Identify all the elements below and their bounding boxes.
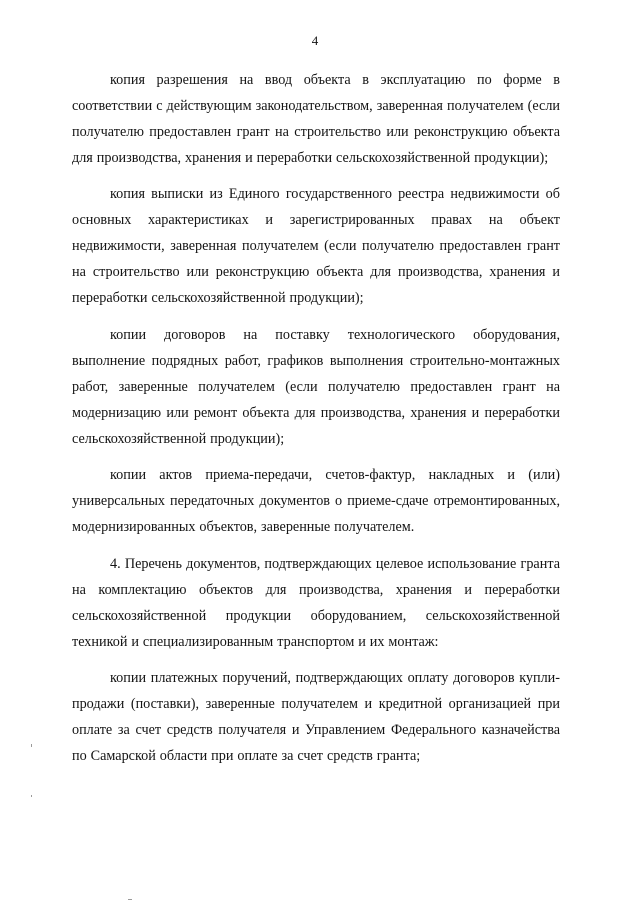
paragraph-registry-extract: копия выписки из Единого государственного реестра недвижимости об основных характеристиках и зарегистрированных правах на объект недвижимости, заверенная получателем (если получателю предоставлен грант на строительство или реконструкцию объекта для производства, хранения и переработки сельскохозяйственной продукции); [72, 186, 560, 307]
paragraph-occupancy-permit: копия разрешения на ввод объекта в эксплуатацию по форме в соответствии с действующим законодательством, заверенная получателем (если получателю предоставлен грант на строительство или реконструкцию объекта для производства, хранения и переработки сельскохозяйственной продукции); [72, 72, 560, 166]
scan-speck [31, 795, 32, 797]
document-body [72, 67, 560, 769]
paragraph-equipment-contracts: копии договоров на поставку технологического оборудования, выполнение подрядных работ, графиков выполнения строительно-монтажных работ, заверенные получателем (если получателю предоставлен грант на модернизацию или ремонт объекта для производства, хранения и переработки сельскохозяйственной продукции); [72, 326, 560, 447]
scan-speck [128, 899, 132, 900]
page-number: 4 [311, 33, 319, 48]
paragraph-acceptance-acts: копии актов приема-передачи, счетов-фактур, накладных и (или) универсальных передаточных документов о приеме-сдаче отремонтированных, модернизированных объектов, заверенные получателем. [72, 467, 560, 536]
scan-speck [31, 744, 32, 747]
paragraph-payment-orders: копии платежных поручений, подтверждающих оплату договоров купли-продажи (поставки), заверенные получателем и кредитной организацией при оплате за счет средств получателя и Управлением Федерального казначейства по Самарской области при оплате за счет средств гранта; [72, 669, 560, 764]
paragraph-section-4-heading: 4. Перечень документов, подтверждающих целевое использование гранта на комплектацию объектов для производства, хранения и переработки сельскохозяйственной продукции оборудованием, сельскохозяйственной техникой и специализированным транспортом и их монтаж: [72, 555, 560, 650]
